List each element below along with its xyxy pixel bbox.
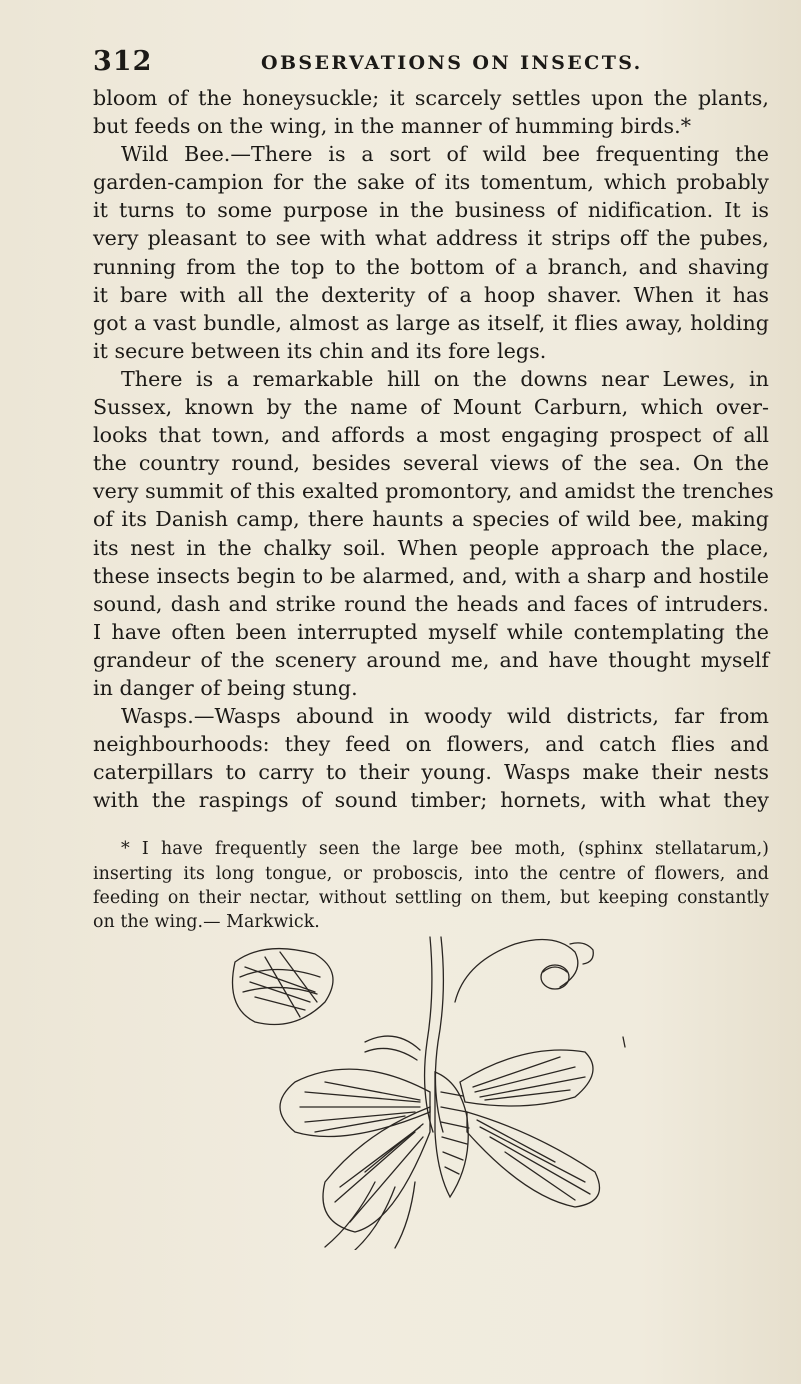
text-line: very pleasant to see with what address it strips off the pubes, [93, 226, 769, 251]
paragraph-wild-bee [93, 140, 769, 365]
text-line: Wild Bee.—There is a sort of wild bee frequenting the [121, 142, 769, 167]
text-line: its nest in the chalky soil. When people approach the place, [93, 535, 769, 560]
text-line: looks that town, and affords a most engaging prospect of all [93, 423, 769, 448]
running-head [93, 46, 753, 82]
text-line: running from the top to the bottom of a branch, and shaving [93, 254, 769, 279]
insect-engraving [205, 932, 665, 1250]
text-line: Sussex, known by the name of Mount Carburn, which over- [93, 395, 769, 420]
footnote-line: on the wing.— Markwick. [93, 912, 320, 932]
text-line: these insects begin to be alarmed, and, with a sharp and hostile [93, 563, 769, 588]
text-line: it turns to some purpose in the business of nidification. It is [93, 198, 769, 223]
text-line: it bare with all the dexterity of a hoop shaver. When it has [93, 282, 769, 307]
footnote-line: inserting its long tongue, or proboscis, into the centre of flowers, and [93, 863, 769, 884]
text-line: bloom of the honeysuckle; it scarcely settles upon the plants, [93, 86, 769, 110]
text-line: with the raspings of sound timber; hornets, with what they [93, 788, 769, 813]
text-line: There is a remarkable hill on the downs near Lewes, in [121, 366, 769, 391]
text-line: very summit of this exalted promontory, and amidst the trenches [93, 479, 774, 504]
text-line: but feeds on the wing, in the manner of humming birds.* [93, 114, 692, 139]
text-line: caterpillars to carry to their young. Wasps make their nests [93, 760, 769, 785]
paragraph-honeysuckle [93, 84, 769, 140]
footnote-line: * I have frequently seen the large bee moth, (sphinx stellatarum,) [121, 839, 769, 860]
paragraph-mount-carburn [93, 365, 774, 702]
text-line: neighbourhoods: they feed on flowers, and catch flies and [93, 732, 769, 757]
text-line: the country round, besides several views of the sea. On the [93, 451, 769, 476]
text-line: it secure between its chin and its fore legs. [93, 338, 547, 363]
footnote [93, 837, 769, 934]
paragraph-wasps [93, 702, 769, 814]
text-line: sound, dash and strike round the heads and faces of intruders. [93, 591, 769, 616]
text-line: got a vast bundle, almost as large as itself, it flies away, holding [93, 310, 769, 335]
text-line: grandeur of the scenery around me, and have thought myself [93, 647, 769, 672]
text-line: of its Danish camp, there haunts a species of wild bee, making [93, 507, 769, 532]
running-title: OBSERVATIONS ON INSECTS. [261, 52, 643, 74]
footnote-line: feeding on their nectar, without settling on them, but keeping constantly [93, 887, 769, 908]
text-line: garden-campion for the sake of its tomentum, which probably [93, 170, 769, 195]
text-line: Wasps.—Wasps abound in woody wild districts, far from [121, 704, 769, 729]
text-line: in danger of being stung. [93, 675, 358, 700]
body-text [93, 84, 774, 934]
page-number: 312 [93, 46, 153, 77]
text-line: I have often been interrupted myself while contemplating the [93, 619, 769, 644]
